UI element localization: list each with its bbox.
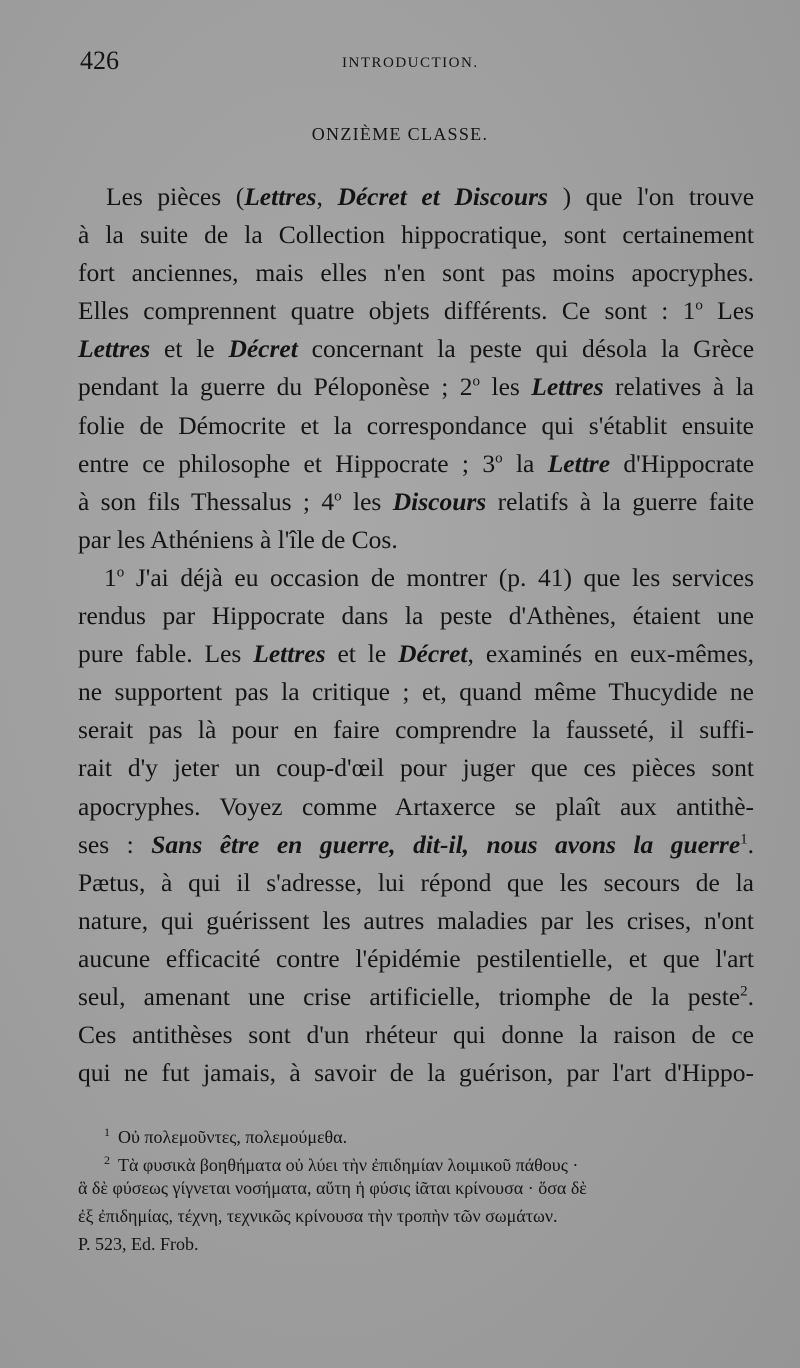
text-line: entre ce philosophe et Hippocrate ; 3$^o$ la Lettre d'Hippocrate [78, 448, 755, 478]
text-line: nature, qui guérissent les autres maladies par les crises, n'ont [78, 905, 754, 935]
text-line: 1$^o$ J'ai déjà eu occasion de montrer (p. 41) que les services [104, 562, 754, 592]
text-line: fort anciennes, mais elles n'en sont pas moins apocryphes. [78, 258, 754, 288]
footnote-2-line: P. 523, Ed. Frob. [78, 1234, 199, 1254]
text-line: ses : Sans être en guerre, dit-il, nous avons la guerre$^1$. [78, 829, 755, 859]
page-number: 426 [80, 46, 119, 75]
text-line: à la suite de la Collection hippocratique, sont certainement [78, 220, 754, 250]
text-line: folie de Démocrite et la correspondance qui s'établit ensuite [78, 410, 754, 440]
text-line: aucune efficacité contre l'épidémie pestilentielle, et que l'art [78, 943, 754, 973]
text-line: à son fils Thessalus ; 4$^o$ les Discours relatifs à la guerre faite [78, 486, 755, 516]
page-header [80, 46, 760, 80]
footnote-2-line: ἐξ ἐπιδημίας, τέχνη, τεχνικῶς κρίνουσα τὴν τροπὴν τῶν σωμάτων. [78, 1206, 558, 1226]
body-text [78, 178, 754, 1092]
text-line: Lettres et le Décret concernant la peste qui désola la Grèce [78, 334, 755, 364]
text-line: apocryphes. Voyez comme Artaxerce se plaît aux antithè- [78, 791, 754, 821]
text-line: Elles comprennent quatre objets différents. Ce sont : 1$^o$ Les [78, 296, 755, 326]
running-head: INTRODUCTION. [342, 55, 479, 71]
text-line: rait d'y jeter un coup-d'œil pour juger que ces pièces sont [78, 753, 754, 783]
text-line: serait pas là pour en faire comprendre la fausseté, il suffi- [78, 715, 754, 745]
text-line: Ces antithèses sont d'un rhéteur qui donne la raison de ce [78, 1020, 754, 1050]
text-line: pure fable. Les Lettres et le Décret, examinés en eux-mêmes, [78, 639, 754, 669]
footnotes [78, 1118, 754, 1258]
footnote-2-line: ἃ δὲ φύσεως γίγνεται νοσήματα, αὕτη ἡ φύσις ἰᾶται κρίνουσα · ὅσα δὲ [78, 1178, 587, 1198]
footnote-2: $^2$ Τὰ φυσικὰ βοηθήματα οὐ λύει τὴν ἐπιδημίαν λοιμικοῦ πάθους · [104, 1153, 579, 1174]
text-line: ne supportent pas la critique ; et, quand même Thucydide ne [78, 677, 754, 707]
text-line: seul, amenant une crise artificielle, triomphe de la peste$^2$. [78, 981, 754, 1011]
text-line: rendus par Hippocrate dans la peste d'Athènes, étaient une [78, 601, 754, 631]
text-line: Pætus, à qui il s'adresse, lui répond que les secours de la [78, 867, 754, 897]
text-line: qui ne fut jamais, à savoir de la guérison, par l'art d'Hippo- [78, 1058, 754, 1088]
text-line: pendant la guerre du Péloponèse ; 2$^o$ les Lettres relatives à la [78, 372, 755, 402]
section-heading: ONZIÈME CLASSE. [311, 124, 489, 144]
text-line: Les pièces (Lettres, Décret et Discours ) que l'on trouve [106, 182, 755, 211]
footnote-1: $^1$ Οὐ πολεμοῦντες, πολεμούμεθα. [104, 1125, 348, 1146]
text-line: par les Athéniens à l'île de Cos. [78, 524, 398, 554]
